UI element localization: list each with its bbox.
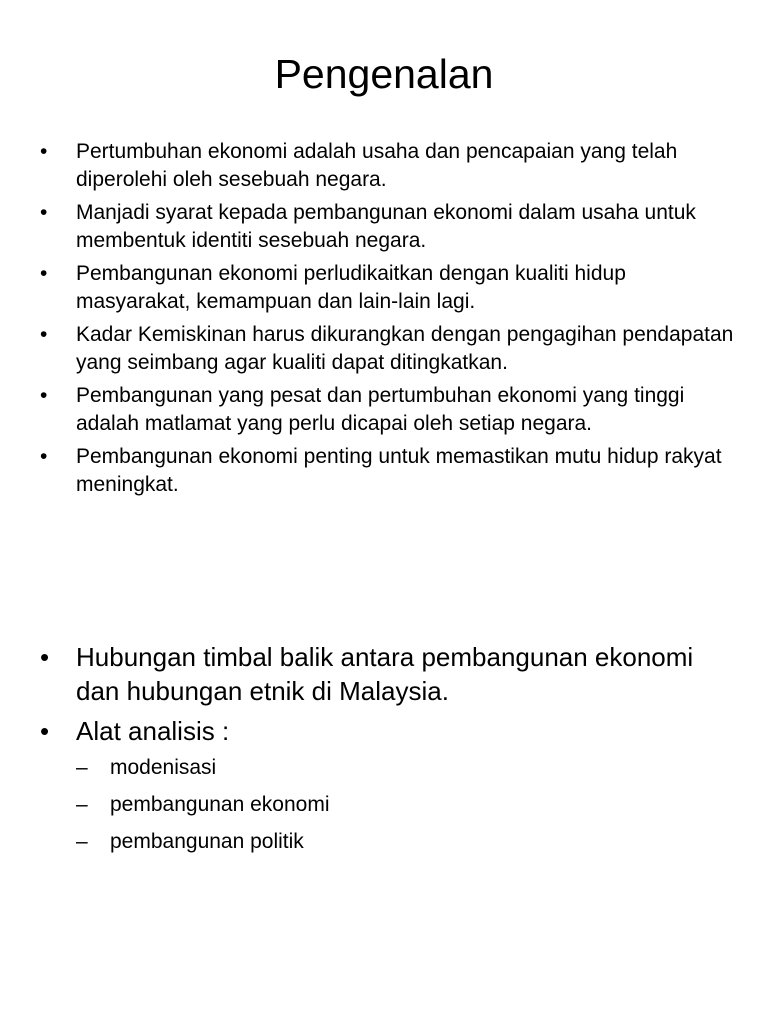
dash-icon: – — [76, 756, 88, 779]
list-item — [40, 260, 740, 316]
sub-list-item — [76, 791, 740, 819]
sub-bullet-text: pembangunan ekonomi — [110, 793, 330, 816]
sub-list-item — [76, 828, 740, 856]
bullet-icon: • — [40, 323, 48, 346]
list-item — [40, 382, 740, 438]
sub-bullet-text: modenisasi — [110, 756, 217, 779]
bullet-text: Hubungan timbal balik antara pembangunan ekonomi dan hubungan etnik di Malaysia. — [76, 642, 694, 706]
sub-bullet-text: pembangunan politik — [110, 830, 304, 853]
bullet-icon: • — [40, 201, 48, 224]
bullet-text: Pembangunan ekonomi penting untuk memastikan mutu hidup rakyat meningkat. — [76, 445, 722, 496]
dash-icon: – — [76, 793, 88, 816]
list-item — [40, 640, 740, 708]
bullet-text: Pembangunan yang pesat dan pertumbuhan ekonomi yang tinggi adalah matlamat yang perlu dicapai oleh setiap negara. — [76, 384, 685, 435]
slide-title: Pengenalan — [274, 51, 494, 97]
second-bullet-list — [40, 640, 740, 865]
list-item — [40, 714, 740, 856]
list-item — [40, 443, 740, 499]
bullet-icon: • — [40, 384, 48, 407]
bullet-text: Pertumbuhan ekonomi adalah usaha dan pencapaian yang telah diperolehi oleh sesebuah negara. — [76, 140, 678, 191]
bullet-text: Manjadi syarat kepada pembangunan ekonomi dalam usaha untuk membentuk identiti sesebuah negara. — [76, 201, 696, 252]
list-item — [40, 321, 740, 377]
bullet-text: Alat analisis : — [76, 716, 230, 746]
main-bullet-list — [40, 138, 740, 504]
list-item — [40, 199, 740, 255]
bullet-icon: • — [40, 716, 50, 746]
bullet-text: Pembangunan ekonomi perludikaitkan dengan kualiti hidup masyarakat, kemampuan dan lain-lain lagi. — [76, 262, 626, 313]
dash-icon: – — [76, 830, 88, 853]
list-item — [40, 138, 740, 194]
sub-list-item — [76, 754, 740, 782]
bullet-icon: • — [40, 262, 48, 285]
bullet-icon: • — [40, 642, 50, 672]
bullet-text: Kadar Kemiskinan harus dikurangkan dengan pengagihan pendapatan yang seimbang agar kualiti dapat ditingkatkan. — [76, 323, 734, 374]
sub-bullet-list — [76, 754, 740, 856]
bullet-icon: • — [40, 445, 48, 468]
bullet-icon: • — [40, 140, 48, 163]
